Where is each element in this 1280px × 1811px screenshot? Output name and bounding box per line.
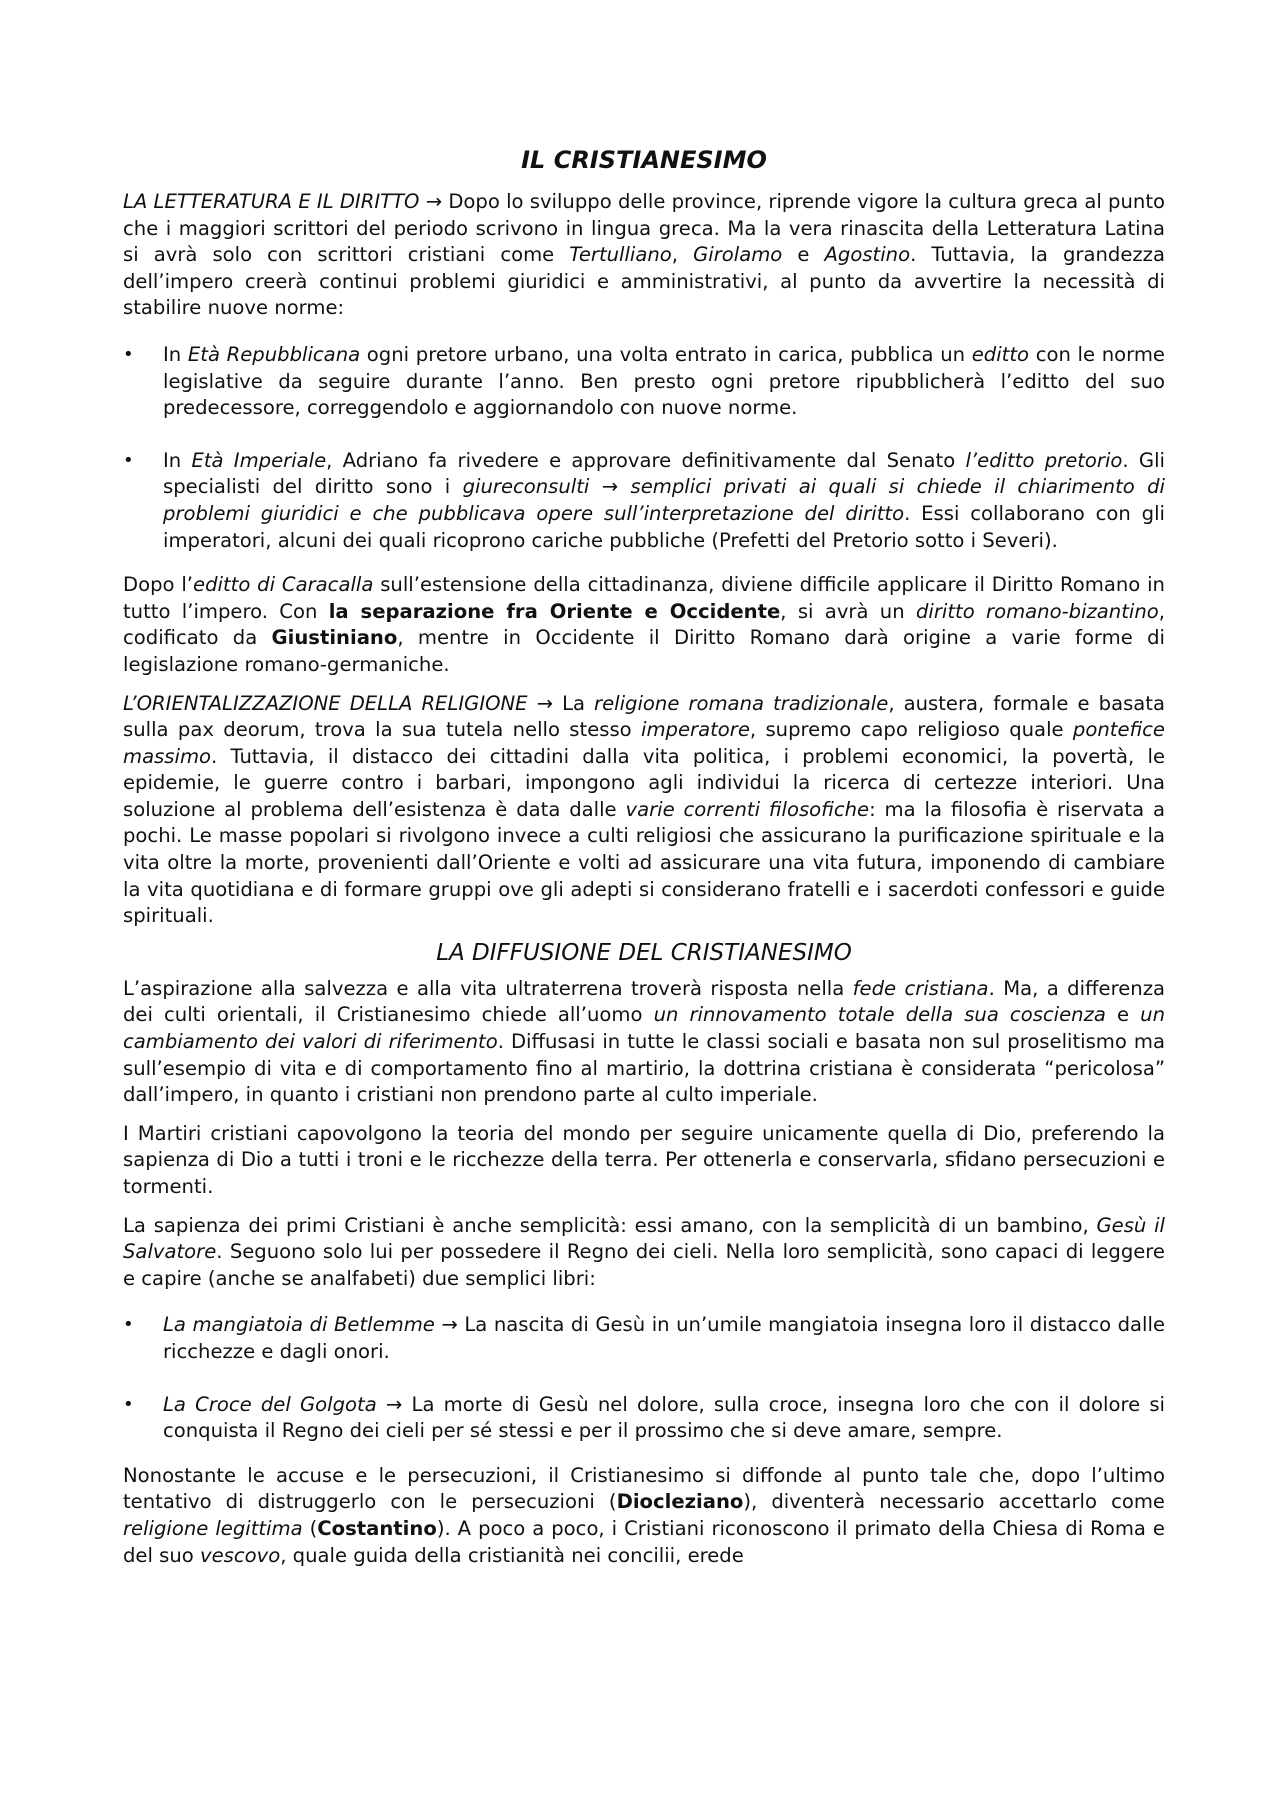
paragraph-orientalizzazione [123,691,1165,930]
bullet-list-libri [123,1312,1165,1444]
italic-text: La mangiatoia di Betlemme [163,1313,435,1337]
text-run: In [163,448,192,472]
italic-text: editto [971,342,1030,366]
bold-text: la separazione fra Oriente e Occidente [328,599,781,623]
text-run: L’aspirazione alla salvezza e alla vita ultraterrena troverà risposta nella [123,976,853,1000]
italic-text: Età Repubblicana [187,342,361,366]
italic-text: imperatore [641,718,750,742]
bullet-icon: • [123,1314,134,1336]
text-run: : ma la filosofia è riservata a pochi. Le masse popolari si rivolgono invece a culti religiosi che assicurano la purificazione spirituale e la vita oltre la morte, provenienti dall’Oriente e volti ad assicurare una vita futura, imponendo di cambiare la vita quotidiana e di formare gruppi ove gli adepti si considerano fratelli e i sacerdoti confessori e guide spirituali. [123,797,1165,928]
text-run: In [163,342,188,366]
italic-text: La Croce del Golgota [163,1392,377,1416]
paragraph-caracalla [123,572,1165,678]
text-run: → La [527,691,595,715]
italic-text: religione romana tradizionale [594,691,889,715]
text-run: . Gli specialisti del diritto sono i [163,448,1165,499]
bold-text: Giustiniano [271,626,398,650]
italic-text: diritto romano-bizantino [915,599,1159,623]
paragraph-diffusione [123,1463,1165,1569]
italic-text: vescovo [200,1543,281,1567]
text-run: ogni pretore urbano, una volta entrato in carica, pubblica un [360,342,972,366]
text-run: , supremo capo religioso quale [749,718,1073,742]
text-run: , si avrà un [780,599,916,623]
text-run: , austera, formale e basata sulla pax deorum, trova la sua tutela nello stesso [123,691,1165,742]
paragraph-semplicita [123,1213,1165,1293]
italic-text: religione legittima [123,1516,303,1540]
text-run: → La nascita di Gesù in un’umile mangiatoia insegna loro il distacco dalle ricchezze e dagli onori. [163,1313,1166,1363]
text-run: ( [302,1516,318,1540]
text-run: e [782,243,825,267]
bullet-icon: • [123,343,134,365]
italic-text: Girolamo [693,243,783,267]
document-page [123,145,1165,1569]
italic-text: L’ORIENTALIZZAZIONE DELLA RELIGIONE [123,691,528,715]
italic-text: giureconsulti → semplici privati ai quali si chiede il chiarimento di problemi giuridici e che pubblicava opere sull’interpretazione del diritto [163,475,1165,525]
italic-text: Età Imperiale [191,448,327,472]
paragraph-letteratura-diritto [123,189,1165,322]
italic-text: Tertulliano [569,243,672,267]
page-title: IL CRISTIANESIMO [521,146,767,174]
text-run: , quale guida della cristianità nei concilii, erede [280,1543,744,1567]
text-run: Nonostante le accuse e le persecuzioni, il Cristianesimo si diffonde al punto tale che, dopo l’ultimo tentativo di distruggerlo con le persecuzioni ( [123,1463,1165,1514]
bold-text: Diocleziano [616,1490,744,1514]
text-run: . Tuttavia, il distacco dei cittadini dalla vita politica, i problemi economici, la povertà, le epidemie, le guerre contro i barbari, impongono agli individui la ricerca di certezze interiori. Una soluzione al problema dell’esistenza è data dalle [123,744,1165,821]
text-run: , [671,243,694,267]
text-run: → La morte di Gesù nel dolore, sulla croce, insegna loro che con il dolore si conquista il Regno dei cieli per sé stessi e per il prossimo che si deve amare, sempre. [163,1392,1165,1443]
italic-text: LA LETTERATURA E IL DIRITTO [123,190,420,213]
list-item [123,448,1165,554]
italic-text: Agostino [824,243,911,267]
text-run: La sapienza dei primi Cristiani è anche semplicità: essi amano, con la semplicità di un bambino, [123,1213,1097,1237]
text-run: , Adriano fa rivedere e approvare definitivamente dal Senato [326,448,966,472]
italic-text: Gesù il Salvatore [123,1213,1165,1264]
italic-text: un cambiamento dei valori di riferimento [123,1003,1165,1054]
italic-text: pontefice massimo [123,718,1165,768]
list-item [123,342,1165,422]
text-run: . Diffusasi in tutte le classi sociali e basata non sul proselitismo ma sull’esempio di vita e di comportamento fino al martirio, la dottrina cristiana è considerata “pericolosa” dall’impero, in quanto i cristiani non prendono parte al culto imperiale. [123,1030,1165,1107]
text-run: . Ma, a differenza dei culti orientali, il Cristianesimo chiede all’uomo [123,976,1165,1027]
text-run: ), diventerà necessario accettarlo come [743,1490,1165,1514]
italic-text: editto di Caracalla [193,573,374,597]
section-heading: LA DIFFUSIONE DEL CRISTIANESIMO [436,939,852,966]
italic-text: fede cristiana [852,976,989,1000]
text-run: . Tuttavia, la grandezza dell’impero creerà continui problemi giuridici e amministrativi, al punto da avvertire la necessità di stabilire nuove norme: [123,243,1165,320]
text-run: ). A poco a poco, i Cristiani riconoscono il primato della Chiesa di Roma e del suo [123,1516,1165,1567]
text-run: , codificato da [123,599,1165,650]
text-run: . Seguono solo lui per possedere il Regno dei cieli. Nella loro semplicità, sono capaci di leggere e capire (anche se analfabeti) due semplici libri: [123,1240,1165,1290]
bullet-list-diritto [123,342,1165,554]
text-run: e [1105,1003,1141,1027]
text-run: Dopo l’ [123,573,194,597]
italic-text: l’editto pretorio [965,448,1123,472]
bullet-icon: • [123,449,134,471]
list-item [123,1392,1165,1445]
italic-text: varie correnti filosofiche [625,797,870,821]
text-run: sull’estensione della cittadinanza, diviene difficile applicare il Diritto Romano in tutto l’impero. Con [123,573,1165,623]
bold-text: Costantino [317,1516,437,1540]
paragraph-fede-cristiana [123,976,1165,1109]
paragraph-martiri [123,1121,1165,1201]
text-run: → Dopo lo sviluppo delle province, riprende vigore la cultura greca al punto che i maggiori scrittori del periodo scrivono in lingua greca. Ma la vera rinascita della Letteratura Latina si avrà solo con scrittori cristiani come [123,190,1165,267]
text-run: . Essi collaborano con gli imperatori, alcuni dei quali ricoprono cariche pubbliche (Prefetti del Pretorio sotto i Severi). [163,501,1165,552]
text-run: con le norme legislative da seguire durante l’anno. Ben presto ogni pretore ripubblicherà l’editto del suo predecessore, correggendolo e aggiornandolo con nuove norme. [163,342,1165,420]
bullet-icon: • [123,1393,134,1415]
italic-text: un rinnovamento totale della sua coscienza [653,1003,1106,1027]
list-item [123,1312,1165,1365]
text-run: , mentre in Occidente il Diritto Romano darà origine a varie forme di legislazione romano-germaniche. [123,626,1165,676]
text-run: I Martiri cristiani capovolgono la teoria del mondo per seguire unicamente quella di Dio, preferendo la sapienza di Dio a tutti i troni e le ricchezze della terra. Per ottenerla e conservarla, sfidano persecuzioni e tormenti. [123,1121,1165,1198]
